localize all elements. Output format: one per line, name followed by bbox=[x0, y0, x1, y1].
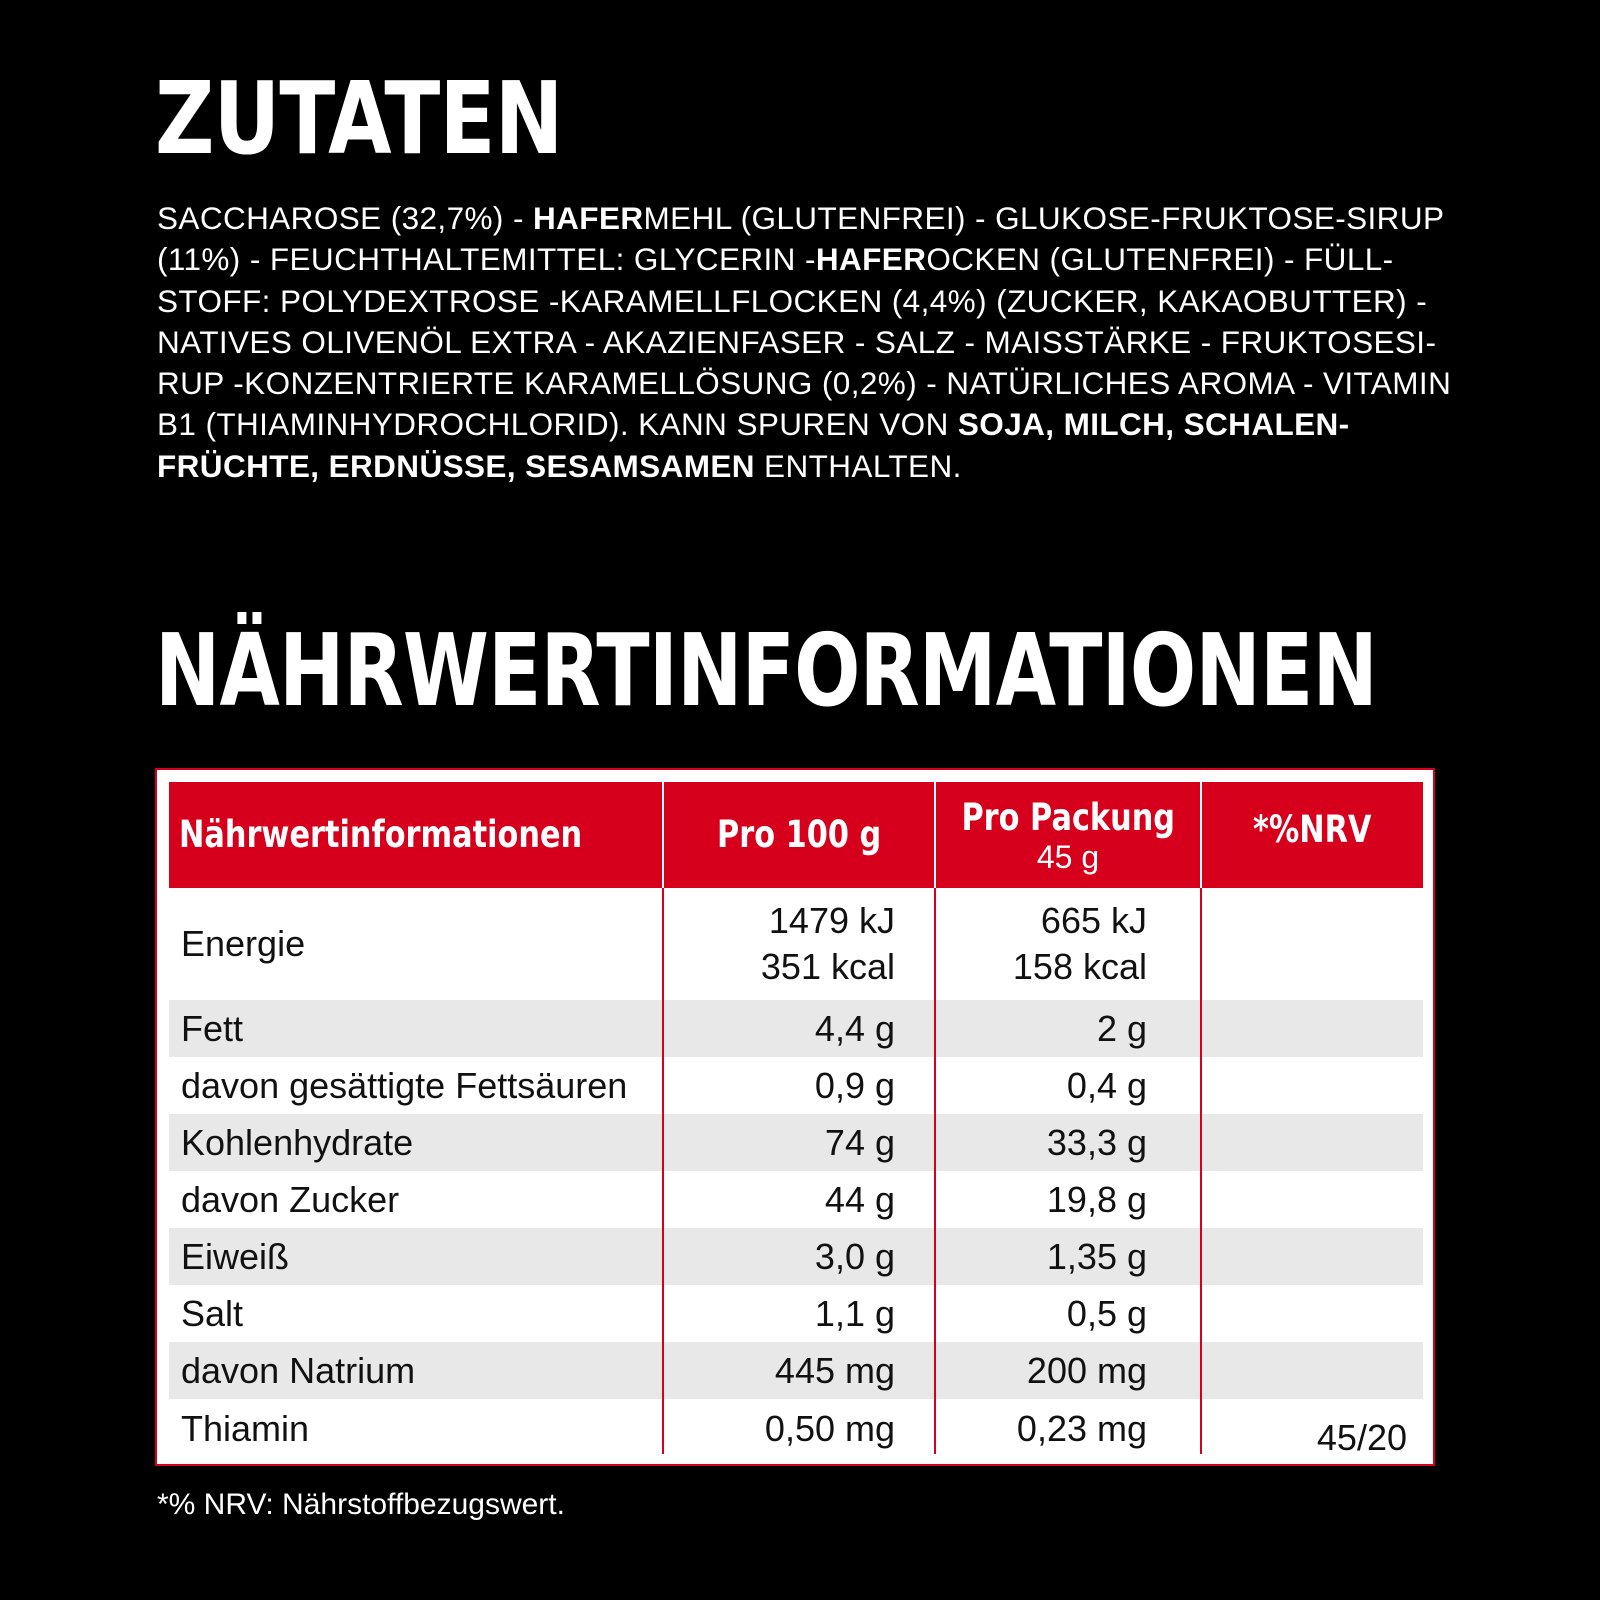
value-nrv: 45/20 bbox=[1316, 1417, 1407, 1458]
value-nrv bbox=[1201, 1228, 1407, 1285]
value-nrv bbox=[1201, 1285, 1407, 1342]
header-per-pack: Pro Packung 45 g bbox=[961, 796, 1175, 875]
header-nutrient: Nährwertinformationen bbox=[179, 813, 583, 856]
value-per-100g: 445 mg bbox=[774, 1349, 895, 1391]
allergen-highlight: HAFER bbox=[815, 241, 927, 278]
row-label: davon Zucker bbox=[181, 1178, 400, 1220]
nutrition-table bbox=[155, 768, 1435, 1466]
value-per-pack: 0,23 mg bbox=[1016, 1408, 1147, 1449]
row-label: Thiamin bbox=[181, 1408, 310, 1449]
row-label: davon gesättigte Fettsäuren bbox=[181, 1064, 628, 1106]
value-nrv bbox=[1201, 1114, 1407, 1171]
value-per-pack: 200 mg bbox=[1026, 1349, 1147, 1391]
value-per-100g: 4,4 g bbox=[814, 1007, 895, 1049]
table-row bbox=[169, 1114, 1423, 1171]
value-per-pack: 2 g bbox=[1096, 1007, 1147, 1049]
header-divider bbox=[1200, 782, 1202, 888]
allergen-highlight: HAFER bbox=[533, 200, 644, 236]
header-divider bbox=[662, 782, 664, 888]
column-divider bbox=[934, 888, 936, 1454]
table-row bbox=[169, 1342, 1423, 1399]
table-row-energy bbox=[169, 888, 1423, 1000]
value-nrv bbox=[1201, 1342, 1407, 1399]
row-label: Fett bbox=[181, 1007, 244, 1049]
row-label: Energie bbox=[181, 923, 306, 964]
value-nrv bbox=[1201, 1000, 1407, 1057]
header-divider bbox=[934, 782, 936, 888]
header-pack-size: 45 g bbox=[1036, 839, 1100, 875]
table-row bbox=[169, 1285, 1423, 1342]
value-per-pack: 1,35 g bbox=[1046, 1235, 1147, 1277]
value-per-100g: 1,1 g bbox=[814, 1292, 895, 1334]
table-header-row bbox=[169, 782, 1423, 888]
table-row bbox=[169, 1399, 1423, 1459]
header-per-100g: Pro 100 g bbox=[716, 813, 882, 856]
row-label: Salt bbox=[181, 1292, 244, 1334]
value-per-pack: 19,8 g bbox=[1046, 1178, 1147, 1220]
value-per-100g: 0,50 mg bbox=[764, 1408, 895, 1449]
table-row bbox=[169, 1171, 1423, 1228]
value-per-pack: 0,4 g bbox=[1066, 1064, 1147, 1106]
ingredients-title: ZUTATEN bbox=[155, 60, 563, 177]
footnote: *% NRV: Nährstoffbezugswert. bbox=[157, 1488, 565, 1521]
energy-per-100g: 1479 kJ 351 kcal bbox=[760, 900, 895, 987]
row-label: Eiweiß bbox=[181, 1235, 290, 1277]
energy-per-pack: 665 kJ 158 kcal bbox=[1012, 900, 1147, 987]
table-row bbox=[169, 1000, 1423, 1057]
column-divider bbox=[662, 888, 664, 1454]
value-per-100g: 0,9 g bbox=[814, 1064, 895, 1106]
value-per-pack: 33,3 g bbox=[1046, 1121, 1147, 1163]
header-nrv: *%NRV bbox=[1252, 808, 1372, 851]
allergen-highlight: SOJA, MILCH, SCHALEN-FRÜCHTE, ERDNÜSSE, SESAMSAMEN bbox=[157, 406, 1350, 484]
row-label: davon Natrium bbox=[181, 1349, 416, 1391]
column-divider bbox=[1200, 888, 1202, 1454]
value-nrv bbox=[1201, 1171, 1407, 1228]
value-nrv bbox=[1201, 1057, 1407, 1114]
nutrition-title: NÄHRWERTINFORMATIONEN bbox=[155, 612, 1377, 729]
value-per-100g: 74 g bbox=[824, 1121, 895, 1163]
value-per-pack: 0,5 g bbox=[1066, 1292, 1147, 1334]
value-per-100g: 44 g bbox=[824, 1178, 895, 1220]
table-row bbox=[169, 1057, 1423, 1114]
value-per-100g: 3,0 g bbox=[814, 1235, 895, 1277]
ingredients-text: SACCHAROSE (32,7%) - HAFERMEHL (GLUTENFREI) - GLUKOSE-FRUKTOSE-SIRUP (11%) - FEUCHTHALTEMITTEL: GLYCERIN -HAFEROCKEN (GLUTENFREI) - FÜLL-STOFF: POLYDEXTROSE -KARAMELLFLOCKEN (4,4%) (ZUCKER, KAKAOBUTTER) - NATIVES OLIVENÖL EXTRA - AKAZIENFASER - SALZ - MAISSTÄRKE - FRUKTOSESI-RUP -KONZENTRIERTE KARAMELLÖSUNG (0,2%) - NATÜRLICHES AROMA - VITAMIN B1 (THIAMINHYDROCHLORID). KANN SPUREN VON SOJA, MILCH, SCHALEN-FRÜCHTE, ERDNÜSSE, SESAMSAMEN ENTHALTEN. bbox=[157, 200, 1452, 484]
row-label: Kohlenhydrate bbox=[181, 1121, 414, 1163]
table-row bbox=[169, 1228, 1423, 1285]
